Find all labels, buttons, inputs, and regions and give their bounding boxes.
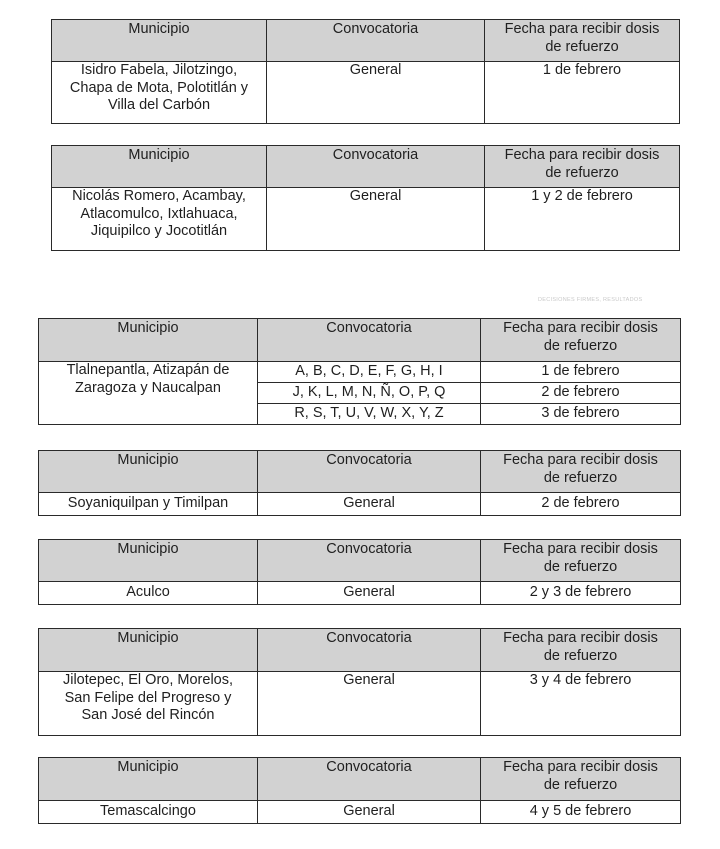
fecha-cell: 1 de febrero: [481, 362, 681, 383]
municipio-cell: Jilotepec, El Oro, Morelos, San Felipe del Progreso y San José del Rincón: [39, 672, 258, 736]
schedule-table-7: [38, 757, 681, 824]
header-municipio: Municipio: [39, 451, 258, 493]
convocatoria-cell: General: [258, 672, 481, 736]
municipio-cell: Nicolás Romero, Acambay, Atlacomulco, Ixtlahuaca, Jiquipilco y Jocotitlán: [52, 188, 267, 251]
header-convocatoria: Convocatoria: [267, 146, 485, 188]
convocatoria-cell: A, B, C, D, E, F, G, H, I: [258, 362, 481, 383]
convocatoria-cell: General: [267, 188, 485, 251]
schedule-table-1: [51, 19, 680, 124]
fecha-cell: 3 de febrero: [481, 404, 681, 425]
header-fecha: Fecha para recibir dosis de refuerzo: [481, 540, 681, 582]
fecha-cell: 3 y 4 de febrero: [481, 672, 681, 736]
faint-caption: DECISIONES FIRMES, RESULTADOS: [538, 297, 643, 303]
header-convocatoria: Convocatoria: [258, 758, 481, 801]
header-convocatoria: Convocatoria: [258, 451, 481, 493]
header-fecha: Fecha para recibir dosis de refuerzo: [485, 146, 680, 188]
convocatoria-cell: General: [258, 582, 481, 605]
header-municipio: Municipio: [39, 540, 258, 582]
header-fecha: Fecha para recibir dosis de refuerzo: [485, 20, 680, 62]
header-municipio: Municipio: [39, 629, 258, 672]
schedule-table-4: [38, 450, 681, 516]
municipio-cell: Temascalcingo: [39, 801, 258, 824]
header-convocatoria: Convocatoria: [258, 540, 481, 582]
fecha-cell: 2 de febrero: [481, 383, 681, 404]
header-fecha: Fecha para recibir dosis de refuerzo: [481, 319, 681, 362]
header-fecha: Fecha para recibir dosis de refuerzo: [481, 758, 681, 801]
header-municipio: Municipio: [39, 319, 258, 362]
header-municipio: Municipio: [39, 758, 258, 801]
header-municipio: Municipio: [52, 146, 267, 188]
header-fecha: Fecha para recibir dosis de refuerzo: [481, 629, 681, 672]
header-municipio: Municipio: [52, 20, 267, 62]
municipio-cell: Aculco: [39, 582, 258, 605]
fecha-cell: 2 de febrero: [481, 493, 681, 516]
schedule-table-2: [51, 145, 680, 251]
municipio-cell: Isidro Fabela, Jilotzingo, Chapa de Mota, Polotitlán y Villa del Carbón: [52, 62, 267, 124]
municipio-cell: Tlalnepantla, Atizapán de Zaragoza y Naucalpan: [39, 362, 258, 425]
convocatoria-cell: General: [267, 62, 485, 124]
header-convocatoria: Convocatoria: [258, 319, 481, 362]
fecha-cell: 4 y 5 de febrero: [481, 801, 681, 824]
schedule-table-6: [38, 628, 681, 736]
schedule-table-3: [38, 318, 681, 425]
convocatoria-cell: J, K, L, M, N, Ñ, O, P, Q: [258, 383, 481, 404]
header-fecha: Fecha para recibir dosis de refuerzo: [481, 451, 681, 493]
convocatoria-cell: General: [258, 801, 481, 824]
municipio-cell: Soyaniquilpan y Timilpan: [39, 493, 258, 516]
convocatoria-cell: R, S, T, U, V, W, X, Y, Z: [258, 404, 481, 425]
fecha-cell: 1 de febrero: [485, 62, 680, 124]
header-convocatoria: Convocatoria: [267, 20, 485, 62]
header-convocatoria: Convocatoria: [258, 629, 481, 672]
fecha-cell: 1 y 2 de febrero: [485, 188, 680, 251]
fecha-cell: 2 y 3 de febrero: [481, 582, 681, 605]
convocatoria-cell: General: [258, 493, 481, 516]
schedule-table-5: [38, 539, 681, 605]
